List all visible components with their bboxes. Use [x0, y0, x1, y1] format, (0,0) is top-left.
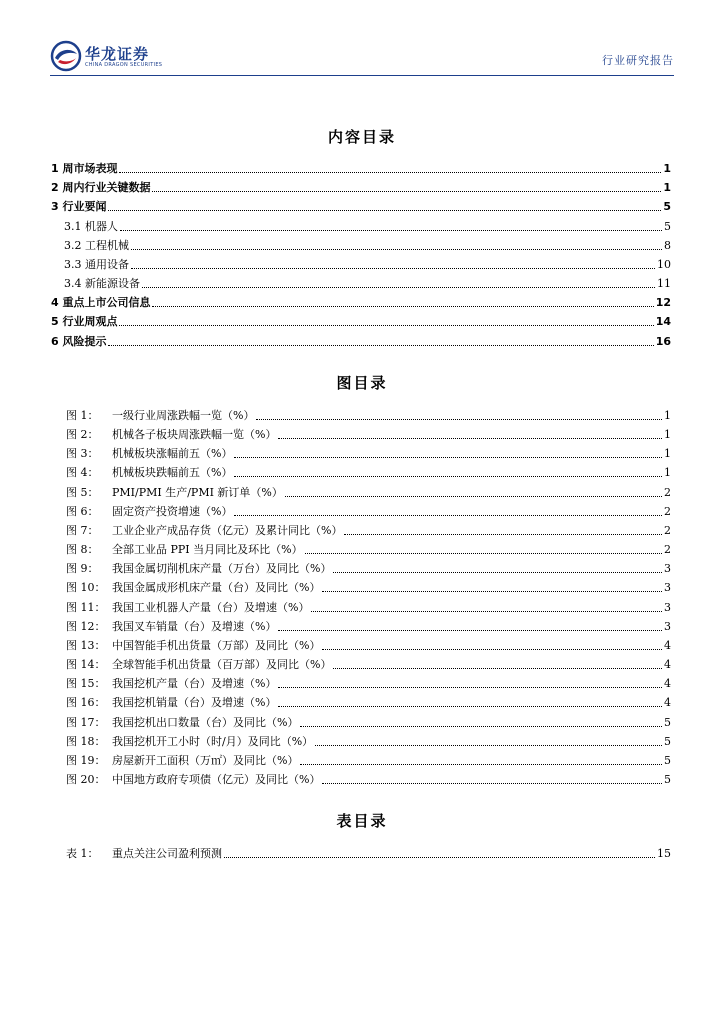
- toc-entry-label: 1 周市场表现: [51, 162, 118, 175]
- toc-entry-page: 14: [655, 315, 671, 328]
- figure-entry[interactable]: [66, 769, 671, 787]
- figure-page: 4: [664, 658, 671, 671]
- figure-number: 图 7：: [66, 524, 99, 537]
- figures-title: 图目录: [336, 374, 388, 392]
- figure-number: 图 6：: [66, 505, 99, 518]
- figure-number: 图 9：: [66, 562, 99, 575]
- figure-entry[interactable]: [66, 616, 671, 634]
- figure-page: 4: [664, 639, 671, 652]
- toc-entry-label: 3.4 新能源设备: [64, 277, 140, 290]
- brand-name-en: CHINA DRAGON SECURITIES: [85, 62, 163, 68]
- figure-entry[interactable]: [66, 731, 671, 749]
- figure-page: 1: [664, 409, 671, 422]
- page-header: [50, 38, 674, 74]
- figure-entry[interactable]: [66, 443, 671, 461]
- figure-label: 我国挖机开工小时（时/月）及同比（%）: [112, 735, 314, 748]
- table-number: 表 1：: [66, 847, 99, 860]
- toc-entry[interactable]: [51, 311, 671, 329]
- table-page: 15: [657, 847, 671, 860]
- toc-entry[interactable]: [51, 158, 671, 176]
- figure-number: 图 8：: [66, 543, 99, 556]
- figure-label: 中国地方政府专项债（亿元）及同比（%）: [112, 773, 321, 786]
- toc-entry-page: 1: [663, 162, 671, 175]
- figure-label: 我国挖机销量（台）及增速（%）: [112, 696, 277, 709]
- figure-number: 图 18：: [66, 735, 106, 748]
- figure-entry[interactable]: [66, 501, 671, 519]
- brand-name-cn: 华龙证券: [85, 45, 150, 63]
- toc-subentry[interactable]: [64, 273, 671, 291]
- dragon-logo-icon: [50, 40, 82, 72]
- figure-entry[interactable]: [66, 654, 671, 672]
- toc-entry-label: 2 周内行业关键数据: [51, 181, 151, 194]
- toc-entry-page: 16: [655, 335, 671, 348]
- toc-entry-label: 3.1 机器人: [64, 220, 118, 233]
- toc-entry-page: 5: [664, 220, 671, 233]
- figure-entry[interactable]: [66, 539, 671, 557]
- figure-page: 3: [664, 562, 671, 575]
- figure-page: 2: [664, 486, 671, 499]
- toc-entry-label: 6 风险提示: [51, 335, 107, 348]
- figure-label: PMI/PMI 生产/PMI 新订单（%）: [112, 486, 283, 499]
- figure-label: 我国金属成形机床产量（台）及同比（%）: [112, 581, 321, 594]
- figure-number: 图 1：: [66, 409, 99, 422]
- figure-number: 图 19：: [66, 754, 106, 767]
- table-entry[interactable]: [66, 843, 671, 861]
- figure-label: 机械各子板块周涨跌幅一览（%）: [112, 428, 277, 441]
- figure-page: 1: [664, 428, 671, 441]
- figure-page: 2: [664, 505, 671, 518]
- figure-number: 图 3：: [66, 447, 99, 460]
- figure-entry[interactable]: [66, 577, 671, 595]
- figure-label: 我国金属切削机床产量（万台）及同比（%）: [112, 562, 332, 575]
- toc-entry-label: 3 行业要闻: [51, 200, 107, 213]
- figure-entry[interactable]: [66, 405, 671, 423]
- figure-number: 图 17：: [66, 716, 106, 729]
- figure-label: 全部工业品 PPI 当月同比及环比（%）: [112, 543, 303, 556]
- figure-page: 5: [664, 716, 671, 729]
- figure-label: 机械板块涨幅前五（%）: [112, 447, 233, 460]
- report-type: 行业研究报告: [602, 54, 674, 67]
- toc-entry[interactable]: [51, 292, 671, 310]
- figure-page: 4: [664, 696, 671, 709]
- figure-page: 3: [664, 601, 671, 614]
- toc-subentry[interactable]: [64, 254, 671, 272]
- table-label: 重点关注公司盈利预测: [112, 847, 222, 860]
- figure-entry[interactable]: [66, 482, 671, 500]
- figure-number: 图 16：: [66, 696, 106, 709]
- figure-number: 图 12：: [66, 620, 106, 633]
- figure-number: 图 11：: [66, 601, 106, 614]
- toc-entry-label: 5 行业周观点: [51, 315, 118, 328]
- toc-entry-page: 1: [663, 181, 671, 194]
- figure-number: 图 20：: [66, 773, 106, 786]
- toc-entry-label: 3.2 工程机械: [64, 239, 129, 252]
- figure-label: 我国挖机出口数量（台）及同比（%）: [112, 716, 299, 729]
- toc-entry-page: 12: [655, 296, 671, 309]
- toc-entry[interactable]: [51, 177, 671, 195]
- figure-label: 我国挖机产量（台）及增速（%）: [112, 677, 277, 690]
- figure-entry[interactable]: [66, 462, 671, 480]
- tables-title: 表目录: [336, 812, 388, 830]
- figure-entry[interactable]: [66, 597, 671, 615]
- figure-label: 固定资产投资增速（%）: [112, 505, 233, 518]
- toc-entry-page: 8: [664, 239, 671, 252]
- figure-number: 图 5：: [66, 486, 99, 499]
- toc-entry-label: 4 重点上市公司信息: [51, 296, 151, 309]
- brand-logo: [50, 40, 180, 74]
- figure-page: 1: [664, 447, 671, 460]
- figure-number: 图 13：: [66, 639, 106, 652]
- figure-page: 5: [664, 773, 671, 786]
- figure-label: 我国工业机器人产量（台）及增速（%）: [112, 601, 310, 614]
- figure-page: 3: [664, 581, 671, 594]
- figure-page: 5: [664, 754, 671, 767]
- figure-entry[interactable]: [66, 558, 671, 576]
- figure-page: 3: [664, 620, 671, 633]
- figure-page: 2: [664, 543, 671, 556]
- figure-number: 图 4：: [66, 466, 99, 479]
- figure-entry[interactable]: [66, 712, 671, 730]
- toc-entry[interactable]: [51, 196, 671, 214]
- figure-entry[interactable]: [66, 673, 671, 691]
- header-divider: [50, 75, 674, 76]
- figure-label: 全球智能手机出货量（百万部）及同比（%）: [112, 658, 332, 671]
- figure-entry[interactable]: [66, 635, 671, 653]
- toc-entry-page: 10: [657, 258, 671, 271]
- figure-label: 一级行业周涨跌幅一览（%）: [112, 409, 255, 422]
- figure-entry[interactable]: [66, 520, 671, 538]
- figure-number: 图 2：: [66, 428, 99, 441]
- toc-entry[interactable]: [51, 331, 671, 349]
- toc-subentry[interactable]: [64, 216, 671, 234]
- figure-label: 中国智能手机出货量（万部）及同比（%）: [112, 639, 321, 652]
- figure-entry[interactable]: [66, 750, 671, 768]
- figure-page: 1: [664, 466, 671, 479]
- figure-label: 机械板块跌幅前五（%）: [112, 466, 233, 479]
- figure-label: 我国叉车销量（台）及增速（%）: [112, 620, 277, 633]
- figure-number: 图 14：: [66, 658, 106, 671]
- figure-entry[interactable]: [66, 692, 671, 710]
- figure-page: 4: [664, 677, 671, 690]
- toc-entry-label: 3.3 通用设备: [64, 258, 129, 271]
- figure-page: 2: [664, 524, 671, 537]
- figure-label: 工业企业产成品存货（亿元）及累计同比（%）: [112, 524, 343, 537]
- figure-entry[interactable]: [66, 424, 671, 442]
- figure-page: 5: [664, 735, 671, 748]
- figure-label: 房屋新开工面积（万㎡）及同比（%）: [112, 754, 299, 767]
- toc-subentry[interactable]: [64, 235, 671, 253]
- toc-entry-page: 5: [663, 200, 671, 213]
- figure-number: 图 15：: [66, 677, 106, 690]
- toc-entry-page: 11: [657, 277, 671, 290]
- contents-title: 内容目录: [327, 128, 396, 146]
- figure-number: 图 10：: [66, 581, 106, 594]
